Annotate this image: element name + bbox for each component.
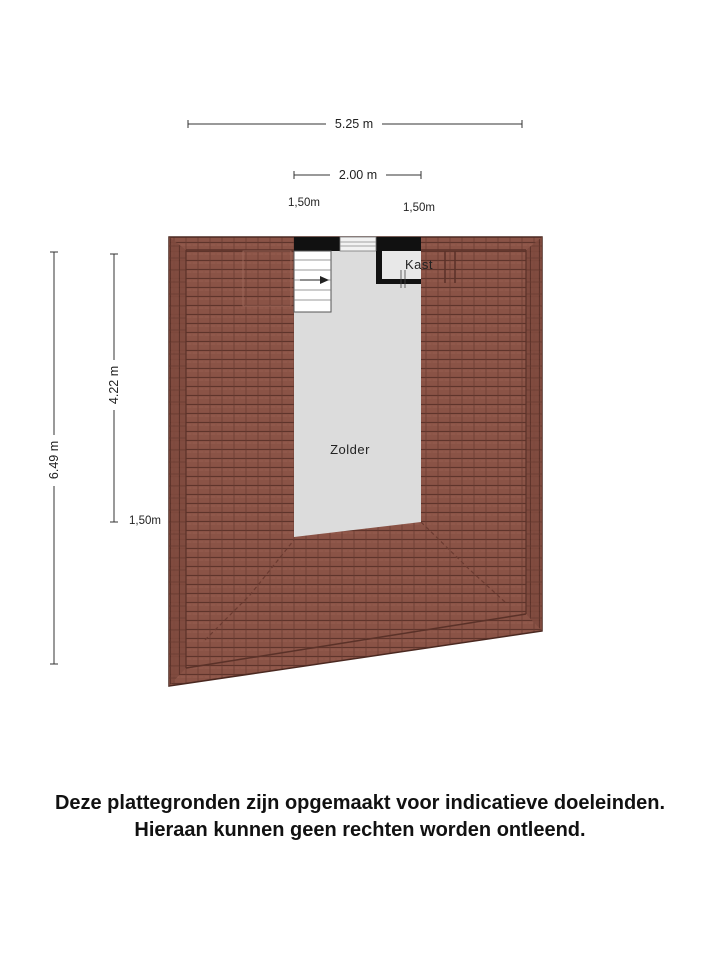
dim-total-width-label: 5.25 m [334, 117, 374, 131]
disclaimer-line-2: Hieraan kunnen geen rechten worden ontleend. [134, 819, 586, 841]
dimension-inner-depth [107, 254, 121, 522]
attic-label: Zolder [330, 442, 370, 457]
height-side-label: 1,50m [129, 515, 161, 527]
dimension-total-width [188, 117, 522, 131]
dim-total-depth-label: 6.49 m [47, 440, 61, 480]
staircase [294, 251, 331, 312]
dim-inner-depth-label: 4.22 m [107, 365, 121, 405]
disclaimer-line-1: Deze plattegronden zijn opgemaakt voor indicatieve doeleinden. [54, 792, 666, 814]
dimension-inner-width [294, 168, 421, 182]
dim-inner-width-label: 2.00 m [338, 168, 378, 182]
closet-label: Kast [404, 257, 434, 272]
height-left-top-label: 1,50m [288, 197, 320, 209]
front-wall [294, 237, 421, 251]
dimension-total-depth [47, 252, 61, 664]
height-right-top-label: 1,50m [403, 202, 435, 214]
